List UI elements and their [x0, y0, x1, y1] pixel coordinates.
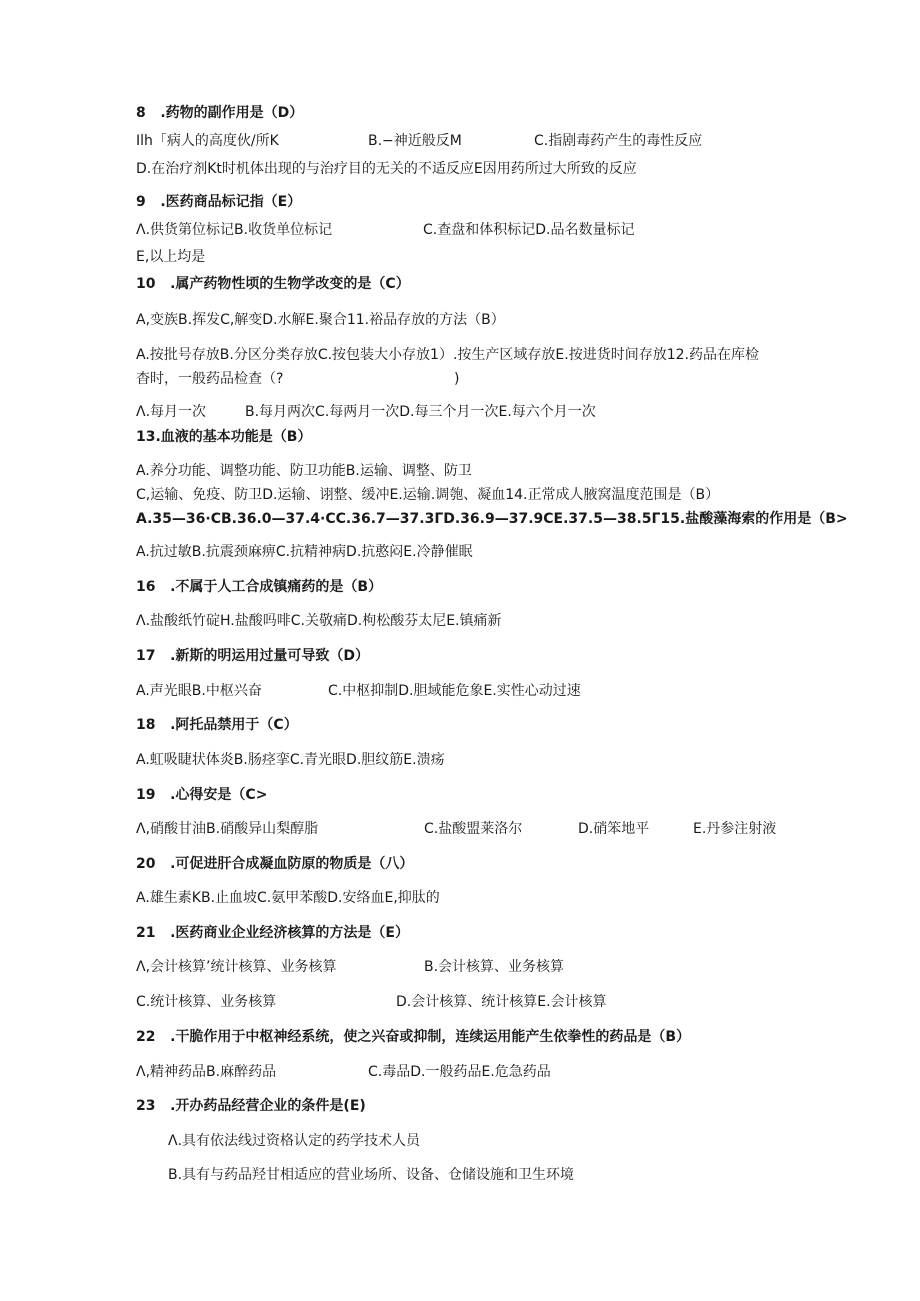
question-21-title: 21 .医药商业企业经济核算的方法是（E）: [136, 925, 409, 941]
option-ab: Λ,精神药品B.麻醉药品: [136, 1064, 277, 1080]
question-23-option-a: Λ.具有依法线过资格认定的药学技术人员: [168, 1133, 421, 1149]
option-e: E.丹参注射液: [693, 821, 777, 837]
question-14-options: A.35—36·CB.36.0—37.4·CC.36.7—37.3ΓD.36.9—37.9CE.37.5—38.5Γ15.盐酸藻海索的作用是（B>: [136, 511, 848, 527]
option-cd: C.查盘和体积标记D.品名数量标记: [423, 222, 635, 238]
question-10-options: A,变族B.挥发C,解变D.水解E.聚合11.裕品存放的方法（B）: [136, 312, 505, 328]
question-8-options-row-2: D.在治疗剂Kt时机体出现的与治疗目的无关的不适反应E因用药所过大所致的反应: [136, 161, 637, 177]
option-d: D.硝笨地平: [578, 821, 650, 837]
option-b: B.−神近般反M: [368, 133, 462, 149]
option-c: C.指剧毒药产生的毒性反应: [534, 133, 703, 149]
question-23-option-b: B.具有与药品羟甘相适应的营业场所、设备、仓储设施和卫生环境: [168, 1167, 575, 1183]
option-a: Λ.每月一次: [136, 404, 207, 420]
question-22-title: 22 .干脆作用于中枢神经系统，使之兴奋或抑制，连续运用能产生依拳性的药品是（B）: [136, 1029, 691, 1045]
question-17-title: 17 .新斯的明运用过量可导致（D）: [136, 648, 370, 664]
question-13-options-row-2: C,运输、免疫、防卫D.运输、诩整、缓冲E.运输.调匏、凝血14.正常成人腋窝温度范围是（B）: [136, 487, 720, 503]
option-ab: Λ,硝酸甘油B.硝酸异山梨醇脂: [136, 821, 319, 837]
question-13-options-row-1: A.养分功能、调整功能、防卫功能B.运输、调整、防卫: [136, 463, 472, 479]
option-c-e: C.中枢抑制D.胆域能危象E.实性心动过速: [328, 683, 581, 699]
option-ab: A.声光眼B.中枢兴奋: [136, 683, 262, 699]
question-12-paren: ): [454, 371, 460, 387]
question-23-title: 23 .开办药品经营企业的条件是(E): [136, 1098, 366, 1114]
question-19-title: 19 .心得安是（C>: [136, 787, 268, 803]
option-b: B.会计核算、业务核算: [424, 959, 565, 975]
option-d-e: D.会计核算、统计核算E.会计核算: [396, 994, 607, 1010]
question-18-options: A.虹吸睫状体炎B.肠痉挛C.青光眼D.胆纹筋E.溃疡: [136, 752, 445, 768]
option-c: C.盐酸盟莱洛尔: [424, 821, 523, 837]
question-16-title: 16 .不属于人工合成镇痛药的是（B）: [136, 579, 383, 595]
question-15-options: A.抗过敏B.抗震颈麻痹C.抗精神病D.抗憨闷E.冷静催眠: [136, 544, 473, 560]
option-c-e: C.毒品D.一般药品E.危急药品: [368, 1064, 551, 1080]
option-a: Λ,会计核算’统计核算、业务核算: [136, 959, 337, 975]
option-c: C.统计核算、业务核算: [136, 994, 277, 1010]
question-16-options: Λ.盐酸纸竹碇H.盐酸吗啡C.关敬痛D.枸松酸芬太尼E.镇痛新: [136, 613, 502, 629]
question-20-title: 20 .可促进肝合成凝血防原的物质是（八）: [136, 856, 414, 872]
question-10-title: 10 .属产药物性顷的生物学改变的是（C）: [136, 276, 410, 292]
option-b-e: B.每月两次C.每两月一次D.每三个月一次E.每六个月一次: [245, 404, 596, 420]
question-9-title: 9 .医药商品标记指（E）: [136, 194, 302, 210]
question-13-title: 13.血液的基本功能是（B）: [136, 429, 312, 445]
question-9-options-row-2: E,以上均是: [136, 249, 206, 265]
question-20-options: A.雄生素KB.止血坡C.氨甲苯酸D.安络血E,抑肽的: [136, 890, 440, 906]
option-a: Ilh「病人的高度伙/所K: [136, 133, 279, 149]
question-8-title: 8 .药物的副作用是（D）: [136, 105, 304, 121]
question-11-options: A.按批号存放B.分区分类存放C.按包装大小存放1）.按生产区域存放E.按进货时间存放12.药品在库检: [136, 347, 759, 363]
question-12-text: 杳时，一般药品检查（?: [136, 371, 284, 387]
question-18-title: 18 .阿托品禁用于（C）: [136, 717, 298, 733]
option-ab: Λ.供货第位标记B.收货单位标记: [136, 222, 333, 238]
